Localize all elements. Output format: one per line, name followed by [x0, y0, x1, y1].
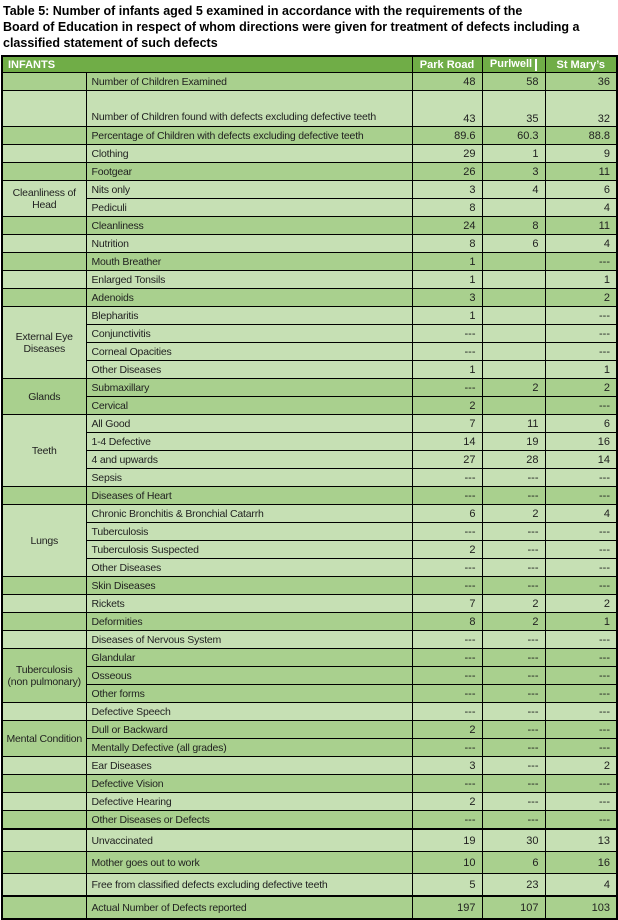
value-cell: 2 [412, 721, 482, 739]
value-cell: --- [545, 325, 617, 343]
category-cell-empty [2, 217, 86, 235]
value-cell: 8 [482, 217, 545, 235]
value-cell: --- [545, 469, 617, 487]
value-cell: 197 [412, 896, 482, 919]
table-row [2, 343, 617, 361]
value-cell: 6 [412, 505, 482, 523]
table-row [2, 595, 617, 613]
table-row [2, 145, 617, 163]
value-cell: 1 [545, 271, 617, 289]
value-cell: --- [545, 523, 617, 541]
col-header-purlwell: Purlwell [482, 56, 545, 73]
row-label: Chronic Bronchitis & Bronchial Catarrh [86, 505, 412, 523]
table-row [2, 73, 617, 91]
category-cell-empty [2, 127, 86, 145]
row-label: Glandular [86, 649, 412, 667]
table-row [2, 811, 617, 830]
row-label: Cleanliness [86, 217, 412, 235]
value-cell [482, 397, 545, 415]
table-row [2, 325, 617, 343]
row-label: Nits only [86, 181, 412, 199]
category-cell: Mental Condition [2, 721, 86, 757]
table-row [2, 163, 617, 181]
row-label: Free from classified defects excluding defective teeth [86, 874, 412, 897]
row-label: Diseases of Heart [86, 487, 412, 505]
value-cell: 2 [545, 595, 617, 613]
value-cell: --- [482, 757, 545, 775]
value-cell: --- [482, 775, 545, 793]
value-cell: 5 [412, 874, 482, 897]
row-label: Percentage of Children with defects excluding defective teeth [86, 127, 412, 145]
row-label: Deformities [86, 613, 412, 631]
category-cell-empty [2, 73, 86, 91]
category-cell-empty [2, 253, 86, 271]
value-cell: 23 [482, 874, 545, 897]
value-cell: --- [412, 739, 482, 757]
header-row [2, 56, 617, 73]
value-cell: --- [482, 703, 545, 721]
table-row [2, 896, 617, 919]
value-cell: --- [545, 685, 617, 703]
value-cell: 11 [545, 163, 617, 181]
value-cell [482, 289, 545, 307]
value-cell: 10 [412, 852, 482, 874]
corner-header-infants: INFANTS [2, 56, 412, 73]
value-cell: 4 [545, 235, 617, 253]
title-line-1: Table 5: Number of infants aged 5 examined in accordance with the requirements of the [3, 4, 523, 18]
row-label: Conjunctivitis [86, 325, 412, 343]
value-cell: --- [412, 559, 482, 577]
table-row [2, 775, 617, 793]
value-cell: --- [412, 523, 482, 541]
table-row [2, 217, 617, 235]
row-label: Mentally Defective (all grades) [86, 739, 412, 757]
value-cell: 19 [412, 829, 482, 852]
value-cell: 2 [482, 505, 545, 523]
value-cell: 3 [412, 757, 482, 775]
row-label: Other Diseases [86, 361, 412, 379]
row-label: Tuberculosis Suspected [86, 541, 412, 559]
value-cell: 4 [545, 199, 617, 217]
table-row [2, 667, 617, 685]
value-cell: 3 [482, 163, 545, 181]
row-label: 4 and upwards [86, 451, 412, 469]
row-label: Other Diseases [86, 559, 412, 577]
value-cell: --- [482, 685, 545, 703]
value-cell: --- [412, 685, 482, 703]
category-cell-empty [2, 631, 86, 649]
table-row [2, 289, 617, 307]
value-cell: 7 [412, 415, 482, 433]
category-cell: Teeth [2, 415, 86, 487]
value-cell: 26 [412, 163, 482, 181]
value-cell [482, 307, 545, 325]
table-row [2, 613, 617, 631]
row-label: Defective Hearing [86, 793, 412, 811]
value-cell: --- [545, 253, 617, 271]
table-row [2, 505, 617, 523]
category-cell-empty [2, 145, 86, 163]
table-row [2, 829, 617, 852]
row-label: Pediculi [86, 199, 412, 217]
category-cell: Glands [2, 379, 86, 415]
value-cell: 8 [412, 199, 482, 217]
value-cell: 6 [482, 852, 545, 874]
value-cell: --- [412, 343, 482, 361]
value-cell: 35 [482, 91, 545, 127]
category-cell-empty [2, 811, 86, 830]
value-cell: --- [482, 667, 545, 685]
value-cell: --- [545, 739, 617, 757]
value-cell: 16 [545, 852, 617, 874]
title-line-2: Board of Education in respect of whom directions were given for treatment of defects including a [3, 20, 580, 34]
value-cell: 48 [412, 73, 482, 91]
value-cell: --- [412, 379, 482, 397]
value-cell: --- [545, 811, 617, 830]
value-cell: 2 [412, 793, 482, 811]
category-cell-empty [2, 271, 86, 289]
category-cell-empty [2, 487, 86, 505]
table-row [2, 91, 617, 127]
value-cell: --- [545, 559, 617, 577]
table-row [2, 793, 617, 811]
value-cell: --- [545, 541, 617, 559]
row-label: Other Diseases or Defects [86, 811, 412, 830]
table-row [2, 523, 617, 541]
value-cell: 4 [482, 181, 545, 199]
table-row [2, 631, 617, 649]
table-row [2, 703, 617, 721]
value-cell: --- [545, 487, 617, 505]
category-cell: Cleanliness of Head [2, 181, 86, 217]
value-cell: 29 [412, 145, 482, 163]
category-cell-empty [2, 613, 86, 631]
row-label: 1-4 Defective [86, 433, 412, 451]
value-cell: 88.8 [545, 127, 617, 145]
category-cell-empty [2, 896, 86, 919]
value-cell: 107 [482, 896, 545, 919]
title-line-3: classified statement of such defects [3, 36, 218, 50]
table-row [2, 541, 617, 559]
value-cell: --- [482, 721, 545, 739]
table-row [2, 361, 617, 379]
table-row [2, 577, 617, 595]
value-cell: 6 [545, 415, 617, 433]
row-label: Mother goes out to work [86, 852, 412, 874]
value-cell: --- [482, 811, 545, 830]
category-cell-empty [2, 577, 86, 595]
value-cell: 11 [482, 415, 545, 433]
value-cell: 8 [412, 235, 482, 253]
value-cell: 103 [545, 896, 617, 919]
table-row [2, 487, 617, 505]
value-cell: --- [545, 667, 617, 685]
value-cell: --- [482, 559, 545, 577]
table-row [2, 739, 617, 757]
table-body [2, 73, 617, 920]
value-cell: 27 [412, 451, 482, 469]
row-label: Sepsis [86, 469, 412, 487]
row-label: Actual Number of Defects reported [86, 896, 412, 919]
value-cell: 9 [545, 145, 617, 163]
row-label: Footgear [86, 163, 412, 181]
row-label: Dull or Backward [86, 721, 412, 739]
value-cell [482, 253, 545, 271]
col-header-park-road: Park Road [412, 56, 482, 73]
row-label: Unvaccinated [86, 829, 412, 852]
value-cell: 3 [412, 289, 482, 307]
category-cell-empty [2, 793, 86, 811]
value-cell: 2 [482, 613, 545, 631]
value-cell: 16 [545, 433, 617, 451]
value-cell: 3 [412, 181, 482, 199]
value-cell: --- [545, 703, 617, 721]
value-cell: 4 [545, 874, 617, 897]
value-cell: --- [545, 577, 617, 595]
value-cell: --- [412, 631, 482, 649]
value-cell: --- [412, 649, 482, 667]
value-cell [482, 271, 545, 289]
value-cell: 30 [482, 829, 545, 852]
value-cell [482, 343, 545, 361]
table-row [2, 307, 617, 325]
value-cell: 7 [412, 595, 482, 613]
value-cell: --- [545, 343, 617, 361]
value-cell: 14 [545, 451, 617, 469]
row-label: Tuberculosis [86, 523, 412, 541]
category-cell-empty [2, 91, 86, 127]
row-label: Adenoids [86, 289, 412, 307]
category-cell-empty [2, 852, 86, 874]
value-cell: --- [482, 739, 545, 757]
value-cell: --- [545, 649, 617, 667]
value-cell: 2 [412, 541, 482, 559]
value-cell: 4 [545, 505, 617, 523]
table-row [2, 235, 617, 253]
value-cell: 19 [482, 433, 545, 451]
row-label: Other forms [86, 685, 412, 703]
table-row [2, 271, 617, 289]
value-cell: --- [412, 703, 482, 721]
row-label: Clothing [86, 145, 412, 163]
table-row [2, 559, 617, 577]
value-cell: --- [412, 325, 482, 343]
row-label: Ear Diseases [86, 757, 412, 775]
value-cell: --- [412, 487, 482, 505]
row-label: Defective Speech [86, 703, 412, 721]
value-cell: 32 [545, 91, 617, 127]
value-cell: --- [412, 469, 482, 487]
category-cell-empty [2, 163, 86, 181]
col-header-st-marys: St Mary’s [545, 56, 617, 73]
category-cell-empty [2, 775, 86, 793]
value-cell: --- [482, 541, 545, 559]
value-cell: --- [545, 793, 617, 811]
value-cell: 8 [412, 613, 482, 631]
row-label: All Good [86, 415, 412, 433]
value-cell: --- [545, 775, 617, 793]
value-cell: --- [545, 721, 617, 739]
value-cell: --- [545, 631, 617, 649]
table-row [2, 451, 617, 469]
text-cursor [535, 59, 537, 71]
value-cell: 6 [482, 235, 545, 253]
row-label: Nutrition [86, 235, 412, 253]
value-cell [482, 325, 545, 343]
value-cell: --- [545, 397, 617, 415]
row-label: Diseases of Nervous System [86, 631, 412, 649]
category-cell-empty [2, 595, 86, 613]
category-cell-empty [2, 757, 86, 775]
table-row [2, 127, 617, 145]
value-cell: --- [412, 577, 482, 595]
table-row [2, 379, 617, 397]
category-cell: Tuberculosis (non pulmonary) [2, 649, 86, 703]
category-cell: External Eye Diseases [2, 307, 86, 379]
value-cell: --- [482, 793, 545, 811]
row-label: Cervical [86, 397, 412, 415]
value-cell: --- [482, 649, 545, 667]
value-cell: 2 [482, 595, 545, 613]
value-cell: --- [412, 775, 482, 793]
value-cell: --- [482, 631, 545, 649]
value-cell: 89.6 [412, 127, 482, 145]
table-row [2, 757, 617, 775]
infants-defects-table [1, 55, 618, 920]
row-label: Corneal Opacities [86, 343, 412, 361]
table-row [2, 469, 617, 487]
category-cell-empty [2, 703, 86, 721]
row-label: Defective Vision [86, 775, 412, 793]
value-cell: 2 [545, 379, 617, 397]
value-cell: 36 [545, 73, 617, 91]
value-cell: --- [412, 811, 482, 830]
row-label: Submaxillary [86, 379, 412, 397]
value-cell: 2 [412, 397, 482, 415]
table-title [0, 0, 618, 55]
row-label: Mouth Breather [86, 253, 412, 271]
value-cell: 1 [412, 271, 482, 289]
value-cell: 14 [412, 433, 482, 451]
value-cell: 43 [412, 91, 482, 127]
table-row [2, 199, 617, 217]
value-cell: 1 [545, 613, 617, 631]
value-cell: 1 [412, 253, 482, 271]
value-cell: --- [482, 577, 545, 595]
category-cell-empty [2, 829, 86, 852]
value-cell: 1 [412, 307, 482, 325]
value-cell: 2 [482, 379, 545, 397]
row-label: Enlarged Tonsils [86, 271, 412, 289]
value-cell: --- [482, 487, 545, 505]
value-cell: 1 [545, 361, 617, 379]
value-cell [482, 199, 545, 217]
row-label: Number of Children found with defects excluding defective teeth [86, 91, 412, 127]
table-row [2, 649, 617, 667]
value-cell: 1 [482, 145, 545, 163]
value-cell: 11 [545, 217, 617, 235]
category-cell: Lungs [2, 505, 86, 577]
value-cell: 24 [412, 217, 482, 235]
value-cell: 6 [545, 181, 617, 199]
table-row [2, 721, 617, 739]
value-cell: --- [412, 667, 482, 685]
category-cell-empty [2, 289, 86, 307]
table-row [2, 852, 617, 874]
table-row [2, 397, 617, 415]
value-cell: 2 [545, 289, 617, 307]
row-label: Blepharitis [86, 307, 412, 325]
row-label: Osseous [86, 667, 412, 685]
value-cell: 1 [412, 361, 482, 379]
row-label: Skin Diseases [86, 577, 412, 595]
table-row [2, 253, 617, 271]
value-cell: 2 [545, 757, 617, 775]
table-row [2, 181, 617, 199]
value-cell: 60.3 [482, 127, 545, 145]
row-label: Number of Children Examined [86, 73, 412, 91]
row-label: Rickets [86, 595, 412, 613]
value-cell: --- [545, 307, 617, 325]
value-cell: --- [482, 469, 545, 487]
value-cell: 58 [482, 73, 545, 91]
table-row [2, 433, 617, 451]
value-cell: 13 [545, 829, 617, 852]
value-cell [482, 361, 545, 379]
table-row [2, 415, 617, 433]
value-cell: --- [482, 523, 545, 541]
table-row [2, 685, 617, 703]
category-cell-empty [2, 235, 86, 253]
value-cell: 28 [482, 451, 545, 469]
